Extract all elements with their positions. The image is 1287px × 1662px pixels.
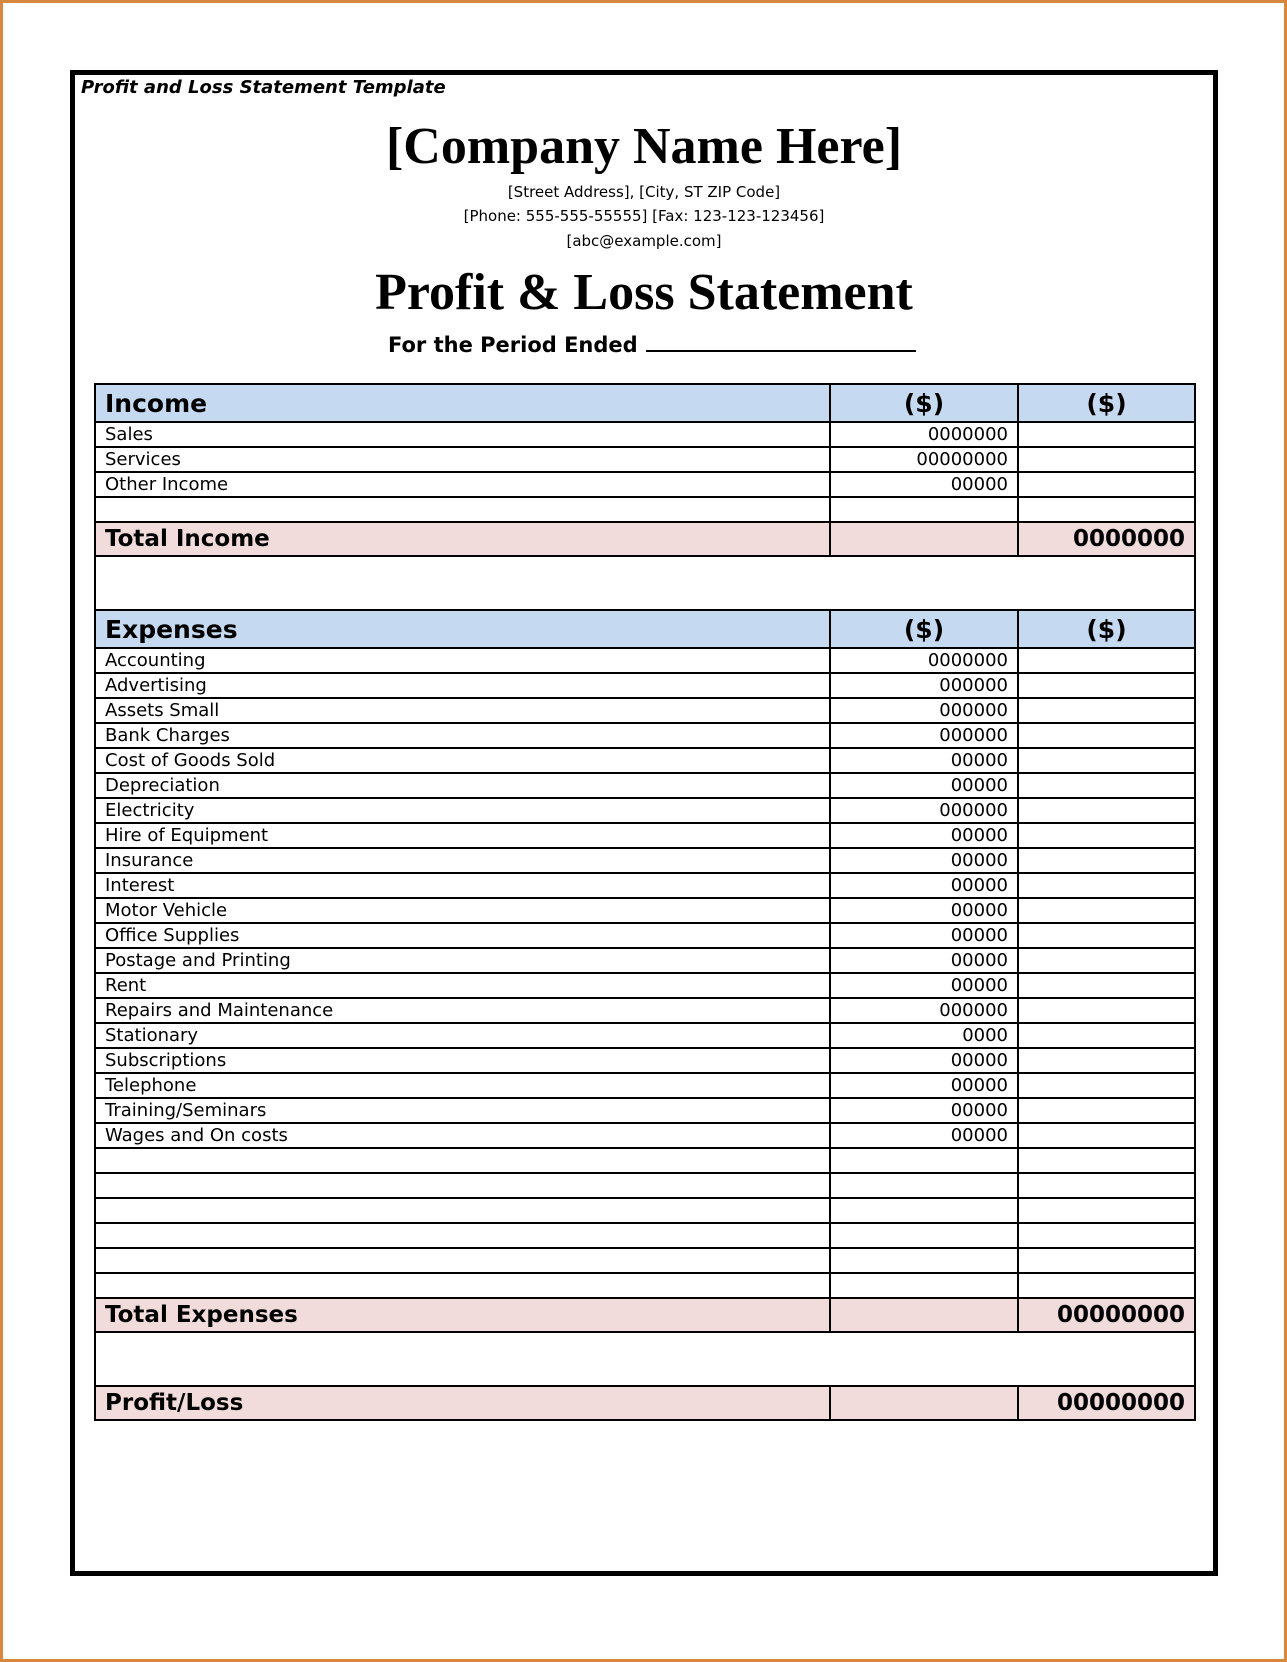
expenses-item-amount[interactable]: 00000 bbox=[830, 948, 1018, 973]
expenses-item-amount[interactable]: 00000 bbox=[830, 873, 1018, 898]
expenses-item-subtotal[interactable] bbox=[1018, 698, 1195, 723]
expenses-item-label: Subscriptions bbox=[95, 1048, 830, 1073]
table-row bbox=[95, 472, 1195, 497]
expenses-item-amount[interactable]: 00000 bbox=[830, 898, 1018, 923]
table-row bbox=[95, 1098, 1195, 1123]
total-income-value: 0000000 bbox=[1018, 522, 1195, 556]
spacer-cell bbox=[95, 1332, 1195, 1386]
expenses-item-label: Wages and On costs bbox=[95, 1123, 830, 1148]
expenses-item-amount[interactable]: 000000 bbox=[830, 723, 1018, 748]
expenses-item-subtotal[interactable] bbox=[1018, 848, 1195, 873]
table-row bbox=[95, 698, 1195, 723]
expenses-currency-header: ($) bbox=[1018, 610, 1195, 648]
expenses-item-subtotal[interactable] bbox=[1018, 898, 1195, 923]
table-row bbox=[95, 948, 1195, 973]
table-row bbox=[95, 447, 1195, 472]
blank-cell[interactable] bbox=[1018, 1248, 1195, 1273]
template-label: Profit and Loss Statement Template bbox=[81, 77, 446, 98]
table-row bbox=[95, 873, 1195, 898]
blank-row bbox=[95, 497, 1195, 522]
expenses-item-amount[interactable]: 0000000 bbox=[830, 648, 1018, 673]
expenses-item-amount[interactable]: 000000 bbox=[830, 673, 1018, 698]
blank-cell[interactable] bbox=[830, 1148, 1018, 1173]
table-row bbox=[95, 973, 1195, 998]
blank-row bbox=[95, 1223, 1195, 1248]
expenses-item-subtotal[interactable] bbox=[1018, 723, 1195, 748]
expenses-item-subtotal[interactable] bbox=[1018, 873, 1195, 898]
expenses-item-subtotal[interactable] bbox=[1018, 1098, 1195, 1123]
expenses-item-label: Depreciation bbox=[95, 773, 830, 798]
income-currency-header: ($) bbox=[1018, 384, 1195, 422]
income-item-amount[interactable]: 0000000 bbox=[830, 422, 1018, 447]
profit-loss-table bbox=[94, 383, 1196, 1421]
expenses-item-subtotal[interactable] bbox=[1018, 923, 1195, 948]
expenses-item-label: Advertising bbox=[95, 673, 830, 698]
blank-cell[interactable] bbox=[95, 1273, 830, 1298]
expenses-item-amount[interactable]: 000000 bbox=[830, 998, 1018, 1023]
blank-cell[interactable] bbox=[95, 1248, 830, 1273]
blank-cell[interactable] bbox=[95, 497, 830, 522]
expenses-item-subtotal[interactable] bbox=[1018, 648, 1195, 673]
total-expenses-blank bbox=[830, 1298, 1018, 1332]
spacer-cell bbox=[95, 556, 1195, 610]
expenses-item-label: Postage and Printing bbox=[95, 948, 830, 973]
statement-title: Profit & Loss Statement bbox=[375, 264, 913, 321]
expenses-item-subtotal[interactable] bbox=[1018, 773, 1195, 798]
table-row bbox=[95, 1048, 1195, 1073]
table-row bbox=[95, 1123, 1195, 1148]
expenses-item-label: Motor Vehicle bbox=[95, 898, 830, 923]
blank-cell[interactable] bbox=[830, 1223, 1018, 1248]
total-income-label: Total Income bbox=[95, 522, 830, 556]
income-item-label: Other Income bbox=[95, 472, 830, 497]
income-item-amount[interactable]: 00000 bbox=[830, 472, 1018, 497]
expenses-item-amount[interactable]: 00000 bbox=[830, 1123, 1018, 1148]
expenses-item-amount[interactable]: 00000 bbox=[830, 748, 1018, 773]
income-currency-header: ($) bbox=[830, 384, 1018, 422]
expenses-item-amount[interactable]: 00000 bbox=[830, 773, 1018, 798]
blank-cell[interactable] bbox=[95, 1148, 830, 1173]
total-expenses-label: Total Expenses bbox=[95, 1298, 830, 1332]
expenses-currency-header: ($) bbox=[830, 610, 1018, 648]
income-item-label: Services bbox=[95, 447, 830, 472]
table-row bbox=[95, 1073, 1195, 1098]
blank-cell[interactable] bbox=[1018, 1223, 1195, 1248]
expenses-item-subtotal[interactable] bbox=[1018, 748, 1195, 773]
expenses-item-label: Repairs and Maintenance bbox=[95, 998, 830, 1023]
table-row bbox=[95, 998, 1195, 1023]
blank-cell[interactable] bbox=[1018, 1173, 1195, 1198]
blank-cell[interactable] bbox=[830, 1198, 1018, 1223]
total-income-blank bbox=[830, 522, 1018, 556]
expenses-header: Expenses bbox=[95, 610, 830, 648]
expenses-item-amount[interactable]: 00000 bbox=[830, 823, 1018, 848]
income-header: Income bbox=[95, 384, 830, 422]
blank-cell[interactable] bbox=[95, 1223, 830, 1248]
blank-cell[interactable] bbox=[830, 497, 1018, 522]
expenses-item-label: Office Supplies bbox=[95, 923, 830, 948]
table-row bbox=[95, 923, 1195, 948]
spacer-row bbox=[95, 1332, 1195, 1386]
expenses-item-subtotal[interactable] bbox=[1018, 998, 1195, 1023]
blank-cell[interactable] bbox=[1018, 1148, 1195, 1173]
expenses-item-amount[interactable]: 000000 bbox=[830, 798, 1018, 823]
table-row bbox=[95, 773, 1195, 798]
expenses-item-amount[interactable]: 00000 bbox=[830, 1048, 1018, 1073]
expenses-item-amount[interactable]: 00000 bbox=[830, 1098, 1018, 1123]
income-item-subtotal[interactable] bbox=[1018, 422, 1195, 447]
expenses-item-label: Insurance bbox=[95, 848, 830, 873]
profit-loss-label: Profit/Loss bbox=[95, 1386, 830, 1420]
expenses-item-label: Training/Seminars bbox=[95, 1098, 830, 1123]
expenses-item-amount[interactable]: 00000 bbox=[830, 923, 1018, 948]
expenses-item-amount[interactable]: 00000 bbox=[830, 848, 1018, 873]
expenses-item-amount[interactable]: 0000 bbox=[830, 1023, 1018, 1048]
period-ended bbox=[388, 330, 916, 357]
table-row bbox=[95, 422, 1195, 447]
profit-loss-value: 00000000 bbox=[1018, 1386, 1195, 1420]
expenses-item-subtotal[interactable] bbox=[1018, 1023, 1195, 1048]
spacer-row bbox=[95, 556, 1195, 610]
profit-loss-row bbox=[95, 1386, 1195, 1420]
expenses-item-subtotal[interactable] bbox=[1018, 673, 1195, 698]
table-row bbox=[95, 648, 1195, 673]
expenses-item-label: Accounting bbox=[95, 648, 830, 673]
income-item-amount[interactable]: 00000000 bbox=[830, 447, 1018, 472]
table-row bbox=[95, 848, 1195, 873]
expenses-item-subtotal[interactable] bbox=[1018, 1123, 1195, 1148]
blank-cell[interactable] bbox=[1018, 1273, 1195, 1298]
blank-cell[interactable] bbox=[1018, 1198, 1195, 1223]
company-name: [Company Name Here] bbox=[385, 118, 903, 175]
expenses-item-subtotal[interactable] bbox=[1018, 948, 1195, 973]
blank-cell[interactable] bbox=[830, 1273, 1018, 1298]
table-row bbox=[95, 673, 1195, 698]
expenses-item-subtotal[interactable] bbox=[1018, 798, 1195, 823]
blank-cell[interactable] bbox=[830, 1173, 1018, 1198]
expenses-item-label: Hire of Equipment bbox=[95, 823, 830, 848]
period-date-line[interactable] bbox=[646, 330, 916, 352]
expenses-header-row bbox=[95, 610, 1195, 648]
income-item-label: Sales bbox=[95, 422, 830, 447]
expenses-item-amount[interactable]: 00000 bbox=[830, 973, 1018, 998]
table-row bbox=[95, 823, 1195, 848]
blank-row bbox=[95, 1173, 1195, 1198]
blank-cell[interactable] bbox=[95, 1173, 830, 1198]
expenses-item-label: Rent bbox=[95, 973, 830, 998]
period-label: For the Period Ended bbox=[388, 333, 638, 357]
profit-loss-blank bbox=[830, 1386, 1018, 1420]
blank-cell[interactable] bbox=[95, 1198, 830, 1223]
statement-sheet bbox=[70, 70, 1218, 1576]
total-expenses-value: 00000000 bbox=[1018, 1298, 1195, 1332]
income-header-row bbox=[95, 384, 1195, 422]
expenses-item-subtotal[interactable] bbox=[1018, 1073, 1195, 1098]
expenses-item-subtotal[interactable] bbox=[1018, 1048, 1195, 1073]
expenses-item-subtotal[interactable] bbox=[1018, 973, 1195, 998]
expenses-item-label: Telephone bbox=[95, 1073, 830, 1098]
address-line: [Street Address], [City, ST ZIP Code] bbox=[507, 183, 781, 201]
email-line: [abc@example.com] bbox=[566, 232, 722, 250]
expenses-item-label: Stationary bbox=[95, 1023, 830, 1048]
blank-cell[interactable] bbox=[1018, 497, 1195, 522]
blank-row bbox=[95, 1248, 1195, 1273]
expenses-item-amount[interactable]: 000000 bbox=[830, 698, 1018, 723]
blank-row bbox=[95, 1273, 1195, 1298]
income-item-subtotal[interactable] bbox=[1018, 447, 1195, 472]
expenses-item-subtotal[interactable] bbox=[1018, 823, 1195, 848]
table-row bbox=[95, 748, 1195, 773]
table-row bbox=[95, 723, 1195, 748]
contact-line: [Phone: 555-555-55555] [Fax: 123-123-123456] bbox=[463, 207, 825, 225]
expenses-item-label: Bank Charges bbox=[95, 723, 830, 748]
expenses-item-label: Electricity bbox=[95, 798, 830, 823]
expenses-item-amount[interactable]: 00000 bbox=[830, 1073, 1018, 1098]
table-row bbox=[95, 898, 1195, 923]
table-row bbox=[95, 798, 1195, 823]
table-row bbox=[95, 1023, 1195, 1048]
income-item-subtotal[interactable] bbox=[1018, 472, 1195, 497]
total-expenses-row bbox=[95, 1298, 1195, 1332]
expenses-item-label: Interest bbox=[95, 873, 830, 898]
blank-cell[interactable] bbox=[830, 1248, 1018, 1273]
total-income-row bbox=[95, 522, 1195, 556]
expenses-item-label: Assets Small bbox=[95, 698, 830, 723]
blank-row bbox=[95, 1198, 1195, 1223]
blank-row bbox=[95, 1148, 1195, 1173]
expenses-item-label: Cost of Goods Sold bbox=[95, 748, 830, 773]
